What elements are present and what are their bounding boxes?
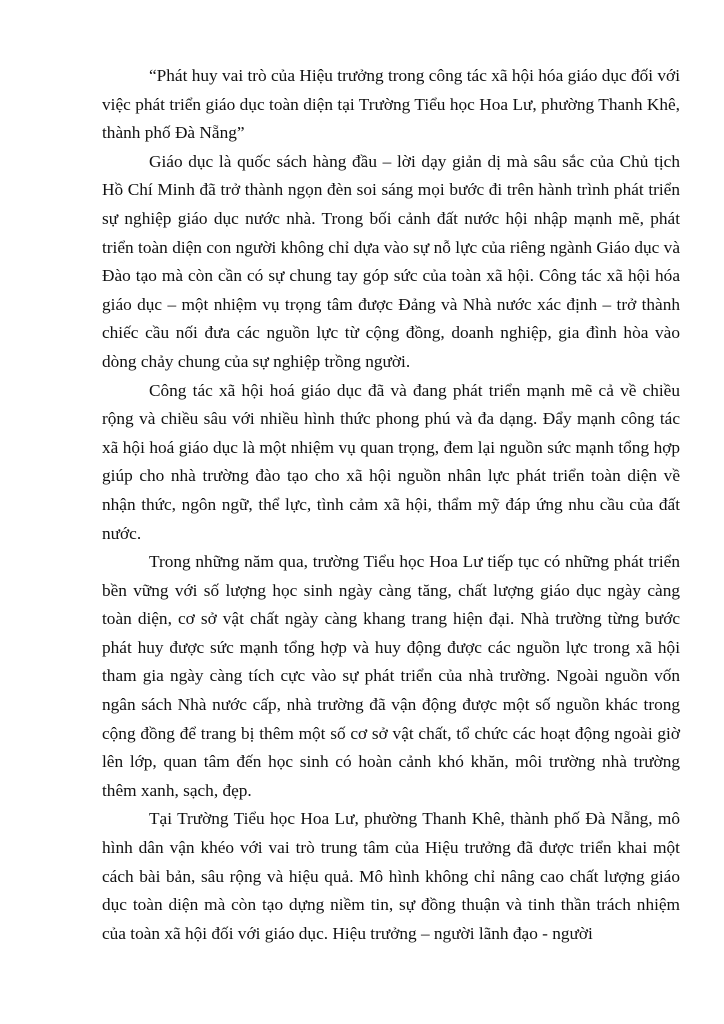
document-page	[102, 62, 680, 948]
body-paragraph: Giáo dục là quốc sách hàng đầu – lời dạy giản dị mà sâu sắc của Chủ tịch Hồ Chí Minh đã trở thành ngọn đèn soi sáng mọi bước đi trên hành trình phát triển sự nghiệp giáo dục nước nhà. Trong bối cảnh đất nước hội nhập mạnh mẽ, phát triển toàn diện con người không chỉ dựa vào sự nỗ lực của riêng ngành Giáo dục và Đào tạo mà còn cần có sự chung tay góp sức của toàn xã hội. Công tác xã hội hóa giáo dục – một nhiệm vụ trọng tâm được Đảng và Nhà nước xác định – trở thành chiếc cầu nối đưa các nguồn lực từ cộng đồng, doanh nghiệp, gia đình hòa vào dòng chảy chung của sự nghiệp trồng người.	[102, 151, 680, 371]
body-paragraph: Trong những năm qua, trường Tiểu học Hoa Lư tiếp tục có những phát triển bền vững với số lượng học sinh ngày càng tăng, chất lượng giáo dục ngày càng toàn diện, cơ sở vật chất ngày càng khang trang hiện đại. Nhà trường từng bước phát huy được sức mạnh tổng hợp và huy động được các nguồn lực trong xã hội tham gia ngày càng tích cực vào sự phát triển của nhà trường. Ngoài nguồn vốn ngân sách Nhà nước cấp, nhà trường đã vận động được một số nguồn khác trong cộng đồng để trang bị thêm một số cơ sở vật chất, tổ chức các hoạt động ngoài giờ lên lớp, quan tâm đến học sinh có hoàn cảnh khó khăn, môi trường nhà trường thêm xanh, sạch, đẹp.	[102, 552, 680, 800]
document-title-paragraph: “Phát huy vai trò của Hiệu trưởng trong công tác xã hội hóa giáo dục đối với việc phát triển giáo dục toàn diện tại Trường Tiểu học Hoa Lư, phường Thanh Khê, thành phố Đà Nẵng”	[102, 66, 680, 143]
body-paragraph: Công tác xã hội hoá giáo dục đã và đang phát triển mạnh mẽ cả về chiều rộng và chiều sâu với nhiều hình thức phong phú và đa dạng. Đẩy mạnh công tác xã hội hoá giáo dục là một nhiệm vụ quan trọng, đem lại nguồn sức mạnh tổng hợp giúp cho nhà trường đào tạo cho xã hội nguồn nhân lực phát triển toàn diện về nhận thức, ngôn ngữ, thể lực, tình cảm xã hội, thẩm mỹ đáp ứng nhu cầu của đất nước.	[102, 380, 680, 543]
body-paragraph: Tại Trường Tiểu học Hoa Lư, phường Thanh Khê, thành phố Đà Nẵng, mô hình dân vận khéo với vai trò trung tâm của Hiệu trưởng đã được triển khai một cách bài bản, sâu rộng và hiệu quả. Mô hình không chỉ nâng cao chất lượng giáo dục toàn diện mà còn tạo dựng niềm tin, sự đồng thuận và tinh thần trách nhiệm của toàn xã hội đối với giáo dục. Hiệu trưởng – người lãnh đạo - người	[102, 809, 680, 943]
